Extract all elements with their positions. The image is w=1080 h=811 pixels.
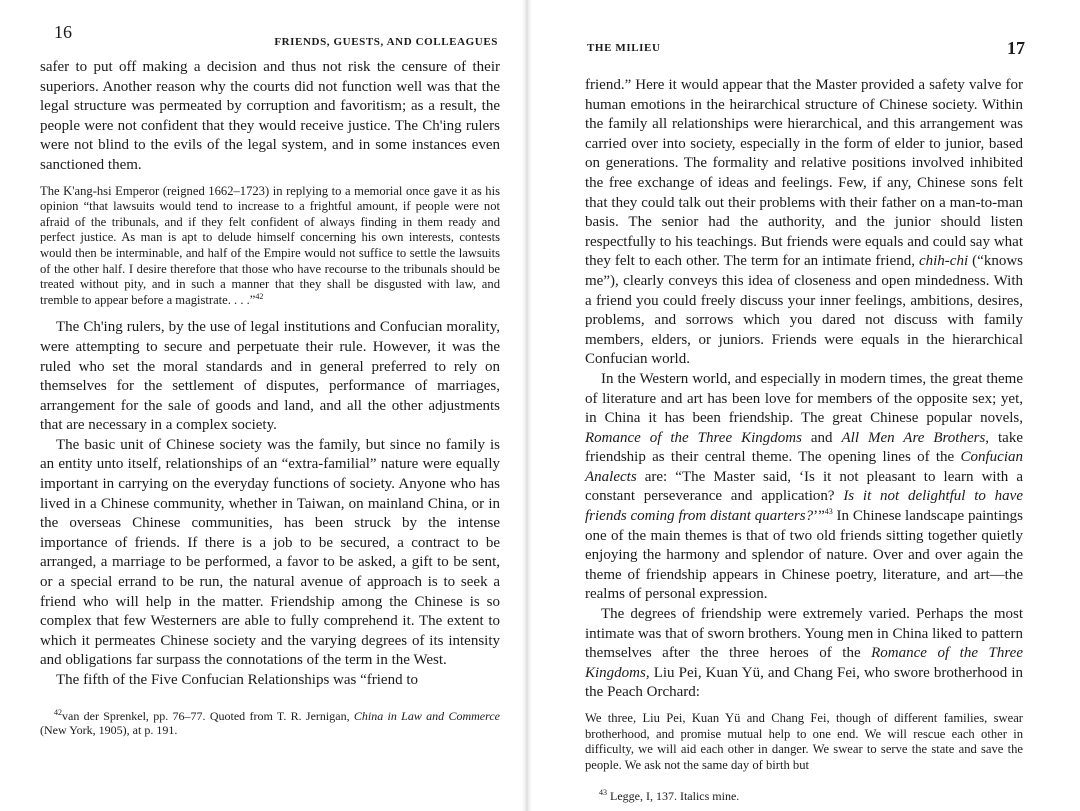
block-quote <box>40 184 500 309</box>
paragraph <box>585 605 1023 703</box>
footnote-number: 42 <box>54 707 62 717</box>
page-number: 16 <box>54 22 72 42</box>
footnote-text: van der Sprenkel, pp. 76–77. Quoted from T. R. Jernigan, <box>62 708 354 723</box>
footnote <box>585 789 1023 804</box>
text-run: In the Western world, and especially in modern times, the great theme of literature and art has been love for members of the opposite sex; yet, in China it has been friendship. The great Chinese popular novels, <box>585 370 1023 427</box>
text-run: friend.” Here it would appear that the Master provided a safety valve for human emotions in the heirarchical structure of Chinese society. Within the family all relationships were hierarchical, and this arrangement was carried over into society, especially in the form of elder to junior, based on generations. The formality and relative positions involved inhibited the free exchange of ideas and feelings. Few, if any, Chinese sons felt that they could talk out their problems with their father on a man-to-man basis. The senior had the authority, and the junior should listen respectfully to his teachings. But friends were equals and could say what they felt to each other. The term for an intimate friend, <box>585 77 1023 270</box>
italic-title: All Men Are Brothers <box>841 429 986 446</box>
left-page-header <box>40 22 500 50</box>
footnote-marker: 42 <box>255 291 264 301</box>
paragraph: safer to put off making a decision and thus not risk the censure of their superiors. Another reason why the courts did not function well was that the legal structure was permeated by corruption and favoritism; as a result, the people were not confident that they would receive justice. The Ch'ing rulers were not blind to the evils of the legal system, and in some instances even sanctioned them. <box>40 59 500 173</box>
text-run: , Liu Pei, Kuan Yü, and Chang Fei, who swore brotherhood in the Peach Orchard: <box>585 664 1023 701</box>
paragraph: The fifth of the Five Confucian Relationships was “friend to <box>56 672 418 688</box>
italic-title: Romance of the Three Kingdoms <box>585 429 802 446</box>
text-run: (“knows me”), clearly conveys this idea of closeness and open mindedness. With a friend you could freely discuss your inner feelings, ambitions, desires, problems, and sorrows which you dared not discuss with family members, elders, or juniors. Friends were equals in the hierarchical Confucian world. <box>585 253 1023 368</box>
footnote-number: 43 <box>599 788 607 798</box>
right-page <box>585 0 1023 811</box>
quote-text: The K'ang-hsi Emperor (reigned 1662–1723) in replying to a memorial once gave it as his opinion “that lawsuits would tend to increase to a frightful amount, if people were not afraid of the tribunals, and if they felt confident of always finding in them ready and perfect justice. As man is apt to delude himself concerning his own interests, contests would then be interminable, and half of the Empire would not suffice to settle the lawsuits of the other half. I desire therefore that those who have recourse to the tribunals should be treated without pity, and in such a manner that they shall be disgusted with law, and tremble to appear before a magistrate. . . .” <box>40 183 500 307</box>
running-head: FRIENDS, GUESTS, AND COLLEAGUES <box>274 36 498 48</box>
footnote-marker: 43 <box>824 507 833 517</box>
footnote-title: China in Law and Commerce <box>353 708 500 723</box>
text-run: are: “The Master said, ‘Is it not pleasant to learn with a constant perseverance and application? <box>585 468 1023 505</box>
running-head: THE MILIEU <box>587 42 661 54</box>
italic-title: Romance of the Three Kingdoms <box>585 645 1023 681</box>
italic-quote: Is it not delightful to have friends coming from distant quarters? <box>585 488 1023 525</box>
text-run: The degrees of friendship were extremely varied. Perhaps the most intimate was that of sworn brothers. Young men in China liked to pattern themselves after the three heroes of the <box>585 606 1023 662</box>
right-page-header <box>585 38 1023 66</box>
left-page <box>40 0 500 811</box>
book-gutter <box>522 0 532 811</box>
italic-title: Confucian Analects <box>585 449 1023 485</box>
paragraph: The Ch'ing rulers, by the use of legal institutions and Confucian morality, were attempting to secure and perpetuate their rule. However, it was the ruled who set the moral standards and in general preferred to rely on themselves for the settlement of disputes, performance of marriages, arrangement for the sale of goods and land, and all the other adjustments that are necessary in a complex society. <box>40 319 500 434</box>
footnote <box>40 709 500 738</box>
text-run: , take friendship as their central theme. The opening lines of the <box>585 429 1023 466</box>
right-page-body <box>585 76 1023 804</box>
page-number: 17 <box>1007 38 1025 58</box>
paragraph <box>585 76 1023 370</box>
italic-term: chih-chi <box>918 253 969 270</box>
text-run: In Chinese landscape paintings one of the main themes is that of two old friends sitting together quietly enjoying the harmony and splendor of nature. Over and over again the theme of friendship appears in Chinese poetry, literature, and art—the realms of personal expression. <box>585 508 1023 603</box>
block-quote: We three, Liu Pei, Kuan Yü and Chang Fei, though of different families, swear brotherhood, and promise mutual help to one end. We will rescue each other in difficulty, we will aid each other in danger. We swear to serve the state and save the people. We ask not the same day of birth but <box>585 711 1023 772</box>
paragraph <box>585 370 1023 605</box>
footnote-text: Legge, I, 137. Italics mine. <box>610 789 740 804</box>
text-run: ’” <box>813 508 825 525</box>
footnote-text: (New York, 1905), at p. 191. <box>40 723 178 738</box>
left-page-body <box>40 58 500 738</box>
paragraph: The basic unit of Chinese society was the family, but since no family is an entity unto itself, relationships of an “extra-familial” nature were equally important in carrying on the everyday functions of society. Anyone who has lived in a Chinese community, whether in Taiwan, on mainland China, or in the overseas Chinese communities, has been struck by the intense importance of friends. If there is a job to be secured, a contract to be arranged, a marriage to be performed, a favor to be asked, a gift to be sent, or a special errand to be run, the natural avenue of approach is to seek a friend who will help in the matter. Friendship among the Chinese is so complex that few Westerners are able to fully comprehend it. The extent to which it permeates Chinese society and the varying degrees of its intensity and obligations far surpass the connotations of the term in the West. <box>40 436 500 669</box>
text-run: and <box>801 429 842 446</box>
